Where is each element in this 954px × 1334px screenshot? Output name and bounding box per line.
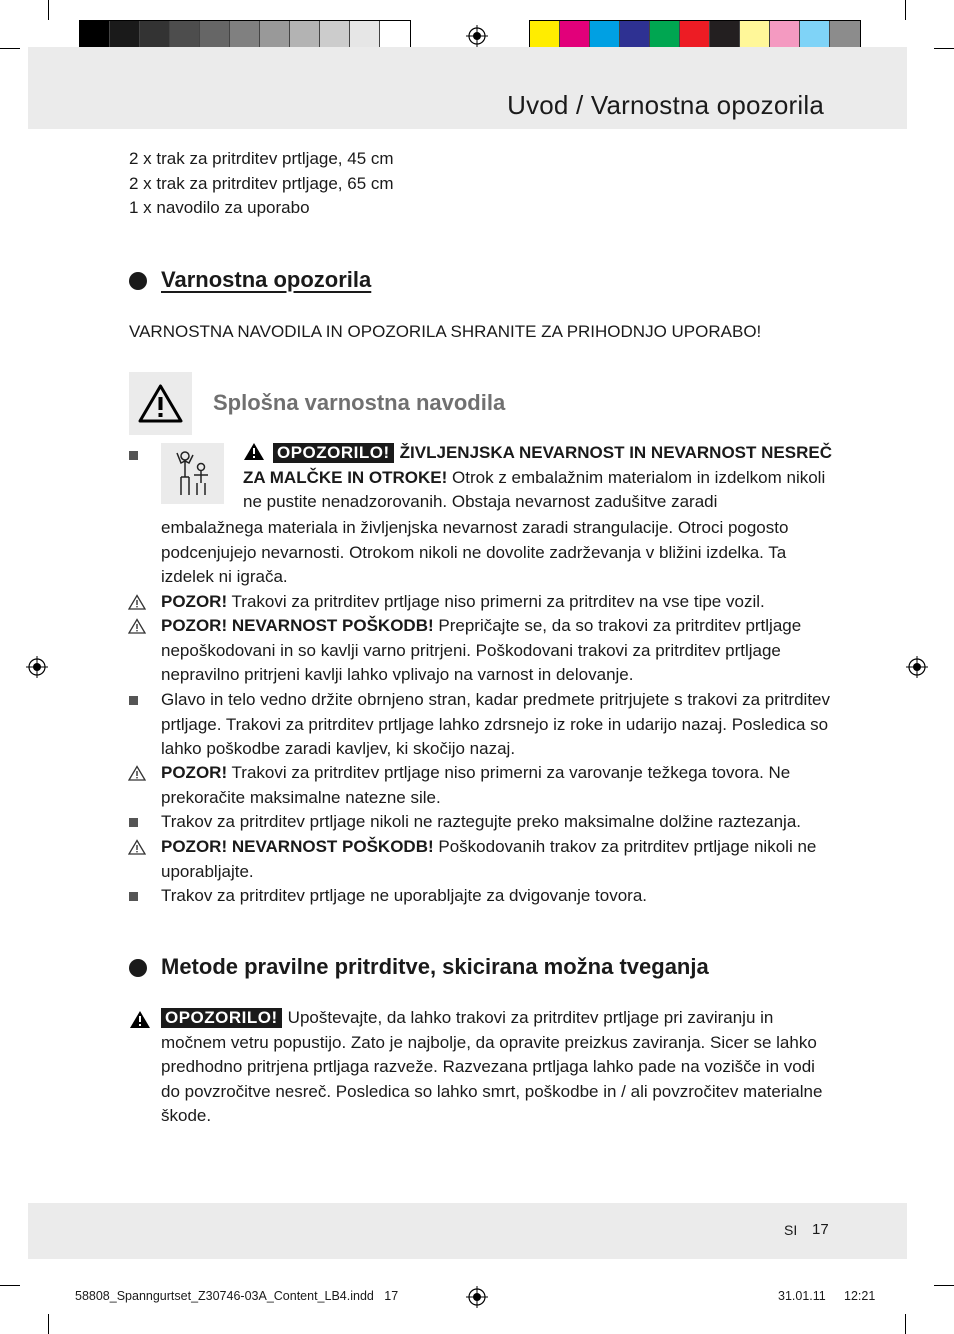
list-item-bold: POZOR! xyxy=(161,763,228,782)
list-item xyxy=(161,810,831,835)
crop-mark xyxy=(48,0,49,20)
section-heading: Varnostna opozorila xyxy=(161,267,372,292)
file-info: 58808_Spanngurtset_Z30746-03A_Content_LB4.indd 17 xyxy=(75,1289,399,1303)
warning-box xyxy=(129,372,192,435)
list-item-text: Poškodovanih trakov za pritrditev prtljage nikoli ne uporabljajte. xyxy=(161,837,817,881)
section-bullet-icon xyxy=(129,959,147,977)
section2-warning-triangle xyxy=(129,1010,151,1034)
section-heading: Metode pravilne pritrditve, skicirana možna tveganja xyxy=(161,954,709,979)
caution-triangle-icon xyxy=(128,839,146,855)
warning-triangle-icon xyxy=(137,383,184,424)
language-code: SI xyxy=(784,1222,798,1238)
list-item-text: Prepričajte se, da so trakovi za pritrditev prtljage nepoškodovani in so kavlji varno pritrjeni. Poškodovani trakovi za pritrditev prtljage nepravilno pritrjeni kavlji lahko vplivajo na varnost in delovanje. xyxy=(161,616,802,685)
list-item: 1 x navodilo za uporabo xyxy=(129,198,310,218)
print-time: 12:21 xyxy=(844,1289,876,1303)
caution-triangle-icon xyxy=(128,618,146,634)
footer-band xyxy=(28,1203,907,1259)
registration-mark-icon xyxy=(466,1286,488,1308)
child-warning-pictogram xyxy=(161,443,224,504)
warning-text-rest: embalažnega materiala in življenjska nevarnost zaradi strangulacije. Otroci pogosto podcenjujejo nevarnosti. Otrokom nikoli ne dovolite zadrževanja v bližini izdelka. Ta izdelek ni igrača. xyxy=(161,518,789,587)
page-title: Uvod / Varnostna opozorila xyxy=(507,90,824,120)
list-item: 2 x trak za pritrditev prtljage, 45 cm xyxy=(129,149,394,168)
bullet-square-icon xyxy=(129,696,138,705)
caution-triangle-icon xyxy=(128,594,146,610)
list-item-bold: POZOR! NEVARNOST POŠKODB! xyxy=(161,616,434,635)
subsection-heading: Splošna varnostna navodila xyxy=(213,390,506,415)
crop-mark xyxy=(905,0,906,20)
list-item-text: Trakovi za pritrditev prtljage niso primerni za pritrditev na vse tipe vozil. xyxy=(231,592,765,611)
section2-warning-text: Upoštevajte, da lahko trakovi za pritrditev prtljage pri zaviranju in močnem vetru popustijo. Zato je najbolje, da opravite preizkus zaviranja. Sicer se lahko predhodno pritrjena prtljaga razveže. Razvezana prtljaga lahko pade na vozišče in vodi do povzročitve nesreč. Posledica so lahko smrt, poškodbe in / ali povzročitev materialne škode. xyxy=(161,1008,823,1126)
bullet-square-icon xyxy=(129,818,138,827)
section-bullet-icon xyxy=(129,272,147,290)
warning-triangle-icon xyxy=(243,442,265,461)
list-item xyxy=(161,835,831,884)
crop-mark xyxy=(48,1314,49,1334)
caution-triangle-icon xyxy=(128,765,146,781)
bullet-square-icon xyxy=(129,892,138,901)
warning-bold-text: ŽIVLJENJSKA NEVARNOST IN NEVARNOST NESREČ ZA MALČKE IN OTROKE! xyxy=(243,443,832,487)
list-item xyxy=(161,614,831,688)
list-item xyxy=(161,590,831,615)
bullet-square-icon xyxy=(129,451,138,460)
list-item: 2 x trak za pritrditev prtljage, 65 cm xyxy=(129,173,394,193)
list-item-text: Glavo in telo vedno držite obrnjeno stran, kadar predmete pritrjujete s trakovi za pritrditev prtljage. Trakovi za pritrditev prtljage lahko zdrsnejo iz roke in udarijo nazaj. Posledica so lahko poškodbe zaradi kavljev, ki skočijo nazaj. xyxy=(161,690,830,759)
list-item xyxy=(161,884,831,909)
crop-mark xyxy=(934,48,954,49)
list-item xyxy=(161,761,831,810)
registration-mark-icon xyxy=(466,25,488,47)
warning-tag: OPOZORILO! xyxy=(273,443,394,463)
crop-mark xyxy=(0,48,20,49)
page-number: 17 xyxy=(812,1221,829,1238)
crop-mark xyxy=(0,1285,20,1286)
registration-mark-icon xyxy=(906,656,928,678)
section2-warning xyxy=(161,1006,831,1129)
list-item-bold: POZOR! xyxy=(161,592,228,611)
safety-notice: VARNOSTNA NAVODILA IN OPOZORILA SHRANITE ZA PRIHODNJO UPORABO! xyxy=(129,322,762,341)
warning-text-lead: Otrok z embalažnim materialom in izdelkom nikoli ne pustite nenadzorovanih. Obstaja nevarnost zadušitve zaradi xyxy=(243,467,826,512)
warning-lead xyxy=(243,441,833,515)
warning-triangle-icon xyxy=(129,1010,151,1029)
child-warning-icon xyxy=(161,443,224,504)
list-item-bold: POZOR! NEVARNOST POŠKODB! xyxy=(161,837,434,856)
crop-mark xyxy=(905,1314,906,1334)
warning-tag: OPOZORILO! xyxy=(161,1008,282,1028)
contents-list xyxy=(129,147,394,221)
crop-mark xyxy=(934,1285,954,1286)
list-item-text: Trakov za pritrditev prtljage nikoli ne raztegujte preko maksimalne dolžine raztezanja. xyxy=(161,812,802,831)
list-item-text: Trakov za pritrditev prtljage ne uporabljajte za dvigovanje tovora. xyxy=(161,886,648,905)
list-item xyxy=(161,688,831,762)
print-date: 31.01.11 xyxy=(778,1289,826,1303)
list-item-text: Trakovi za pritrditev prtljage niso primerni za varovanje težkega tovora. Ne prekoračite maksimalne natezne sile. xyxy=(161,763,791,807)
registration-mark-icon xyxy=(26,656,48,678)
